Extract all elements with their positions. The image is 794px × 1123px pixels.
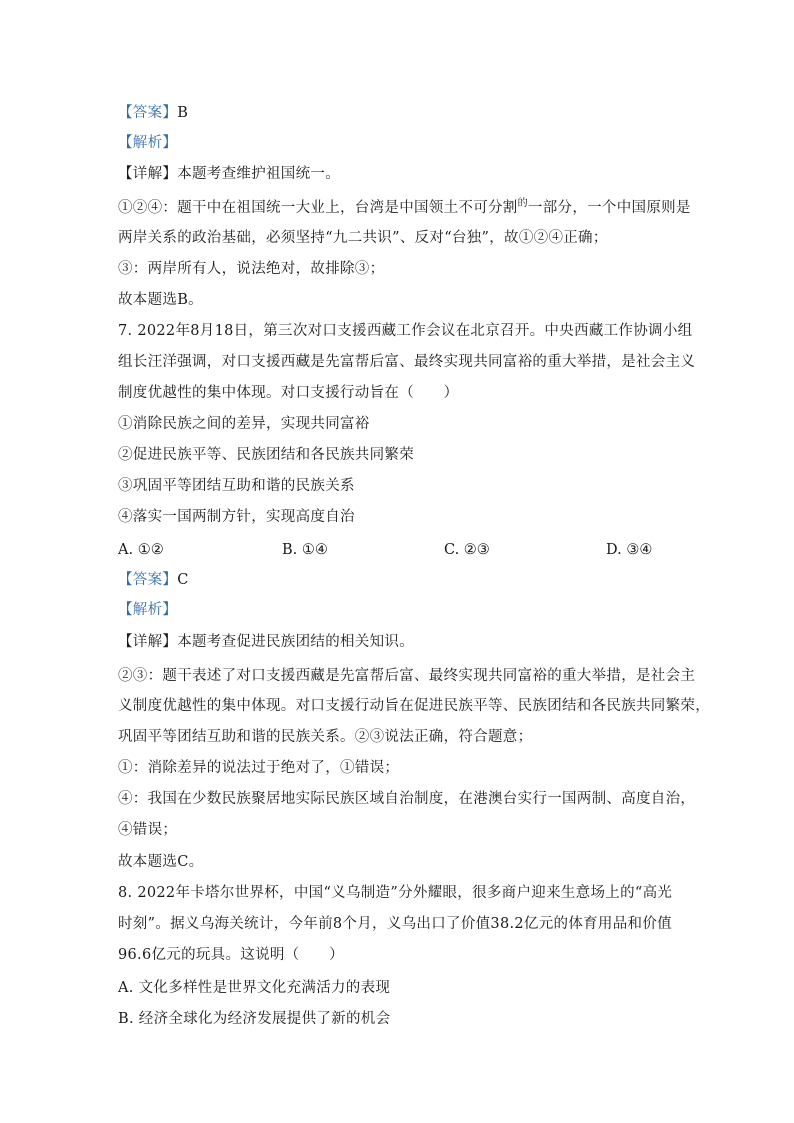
q7-analysis-line: ①：消除差异的说法过于绝对了，①错误； xyxy=(118,760,400,776)
q7-option-d: D. ③④ xyxy=(606,542,653,558)
q6-analysis-text: ①②④：题干中在祖国统一大业上，台湾是中国领土不可分割 xyxy=(118,200,518,216)
q7-analysis-line: 义制度优越性的集中体现。对口支援行动旨在促进民族平等、民族团结和各民族共同繁荣， xyxy=(118,698,710,714)
q6-analysis-line-3: ③：两岸所有人，说法绝对，故排除③； xyxy=(118,261,385,277)
q7-analysis-line: 巩固平等团结互助和谐的民族关系。②③说法正确，符合题意； xyxy=(118,729,533,745)
q7-item: ①消除民族之间的差异，实现共同富裕 xyxy=(118,416,370,432)
q7-analysis-line: ②③：题干表述了对口支援西藏是先富帮后富、最终实现共同富裕的重大举措，是社会主 xyxy=(118,668,696,684)
detail-tag: 【详解】 xyxy=(118,634,178,650)
q7-stem-line: 7. 2022年8月18日，第三次对口支援西藏工作会议在北京召开。中央西藏工作协调小组 xyxy=(118,323,693,339)
q8-option-a: A. 文化多样性是世界文化充满活力的表现 xyxy=(118,980,391,996)
q8-stem-line: 时刻”。据义乌海关统计，今年前8个月，义乌出口了价值38.2亿元的体育用品和价值 xyxy=(118,916,672,932)
q8-option-b: B. 经济全球化为经济发展提供了新的机会 xyxy=(118,1011,391,1027)
detail-tag: 【详解】 xyxy=(118,166,178,182)
answer-value: C xyxy=(177,572,189,588)
q7-item: ④落实一国两制方针，实现高度自治 xyxy=(118,509,355,525)
detail-intro: 本题考查维护祖国统一。 xyxy=(177,166,341,182)
q6-answer-line xyxy=(118,103,188,123)
q6-analysis-line-1 xyxy=(118,198,691,220)
answer-value: B xyxy=(177,105,189,121)
answer-tag: 【答案】 xyxy=(118,105,178,121)
q8-stem-line: 8. 2022年卡塔尔世界杯，中国“义乌制造”分外耀眼，很多商户迎来生意场上的“高光 xyxy=(118,885,673,901)
q7-option-b: B. ①④ xyxy=(282,542,328,558)
q7-analysis-line: ④：我国在少数民族聚居地实际民族区域自治制度，在港澳台实行一国两制、高度自治， xyxy=(118,791,696,807)
q7-conclusion: 故本题选C。 xyxy=(118,854,204,870)
q7-stem-line: 制度优越性的集中体现。对口支援行动旨在（ ） xyxy=(118,385,459,401)
q6-analysis-line-2: 两岸关系的政治基础，必须坚持“九二共识”、反对“台独”，故①②④正确； xyxy=(118,230,608,246)
q7-option-c: C. ②③ xyxy=(444,542,490,558)
q7-answer-line xyxy=(118,570,189,590)
q7-option-a: A. ①② xyxy=(118,542,164,558)
q7-item: ②促进民族平等、民族团结和各民族共同繁荣 xyxy=(118,447,414,463)
q7-analysis-line: ④错误； xyxy=(118,822,178,838)
q6-detail-line xyxy=(118,164,340,184)
detail-intro: 本题考查促进民族团结的相关知识。 xyxy=(177,634,415,650)
q7-detail-line xyxy=(118,632,414,652)
answer-tag: 【答案】 xyxy=(118,572,178,588)
q7-item: ③巩固平等团结互助和谐的民族关系 xyxy=(118,478,355,494)
q6-analysis-sup: 的 xyxy=(517,198,528,209)
analysis-tag: 【解析】 xyxy=(118,602,178,618)
q8-stem-line: 96.6亿元的玩具。这说明（ ） xyxy=(118,947,344,963)
analysis-tag: 【解析】 xyxy=(118,135,178,151)
q7-stem-line: 组长汪洋强调，对口支援西藏是先富帮后富、最终实现共同富裕的重大举措，是社会主义 xyxy=(118,354,696,370)
q6-analysis-text: 一部分，一个中国原则是 xyxy=(527,200,691,216)
q6-conclusion: 故本题选B。 xyxy=(118,292,203,308)
